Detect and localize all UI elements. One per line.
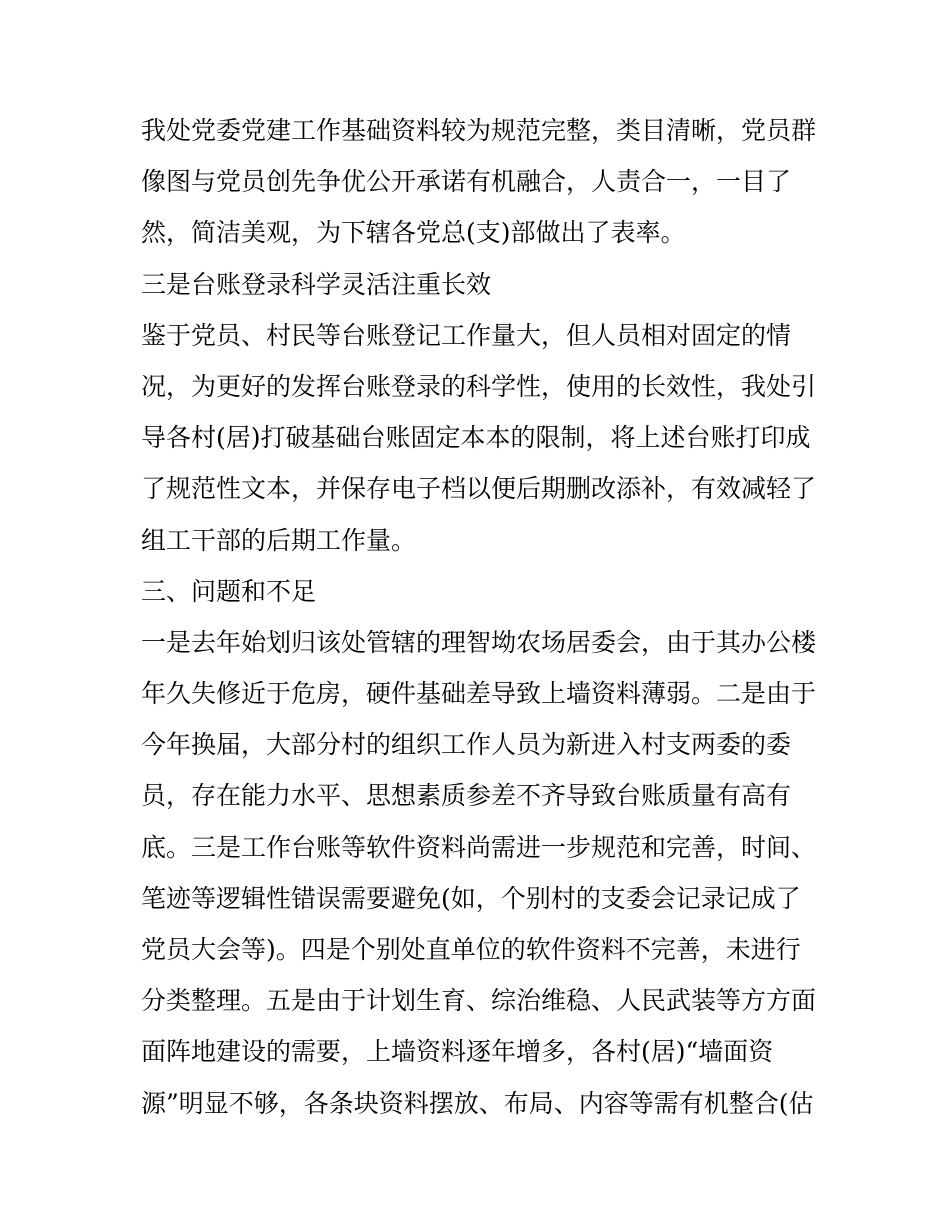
text-line: 了规范性文本，并保存电子档以便后期删改添补，有效减轻了 xyxy=(141,474,817,504)
text-line: 分类整理。五是由于计划生育、综治维稳、人民武装等方方面 xyxy=(141,986,817,1016)
text-line: 组工干部的后期工作量。 xyxy=(141,525,417,555)
text-line: 员，存在能力水平、思想素质参差不齐导致台账质量有高有 xyxy=(141,781,792,811)
text-line: 笔迹等逻辑性错误需要避免(如，个别村的支委会记录记成了 xyxy=(141,883,801,913)
text-line: 源”明显不够，各条块资料摆放、布局、内容等需有机整合(估 xyxy=(141,1088,814,1118)
text-line: 年久失修近于危房，硬件基础差导致上墙资料薄弱。二是由于 xyxy=(141,679,817,709)
text-line: 一是去年始划归该处管辖的理智坳农场居委会，由于其办公楼 xyxy=(141,627,817,657)
section-heading: 三、问题和不足 xyxy=(141,576,317,606)
text-line: 面阵地建设的需要，上墙资料逐年增多，各村(居)“墙面资 xyxy=(141,1037,774,1067)
body-text xyxy=(141,105,821,1129)
text-line: 鉴于党员、村民等台账登记工作量大，但人员相对固定的情 xyxy=(141,320,792,350)
text-line: 今年换届，大部分村的组织工作人员为新进入村支两委的委 xyxy=(141,730,792,760)
text-line: 然，简洁美观，为下辖各党总(支)部做出了表率。 xyxy=(141,218,686,248)
text-line: 底。三是工作台账等软件资料尚需进一步规范和完善，时间、 xyxy=(141,832,817,862)
text-line: 况，为更好的发挥台账登录的科学性，使用的长效性，我处引 xyxy=(141,371,817,401)
section-heading: 三是台账登录科学灵活注重长效 xyxy=(141,269,492,299)
text-line: 我处党委党建工作基础资料较为规范完整，类目清晰，党员群 xyxy=(141,116,817,145)
text-line: 党员大会等)。四是个别处直单位的软件资料不完善，未进行 xyxy=(141,935,801,964)
text-line: 像图与党员创先争优公开承诺有机融合，人责合一，一目了 xyxy=(141,167,792,197)
text-line: 导各村(居)打破基础台账固定本本的限制，将上述台账打印成 xyxy=(141,423,811,453)
